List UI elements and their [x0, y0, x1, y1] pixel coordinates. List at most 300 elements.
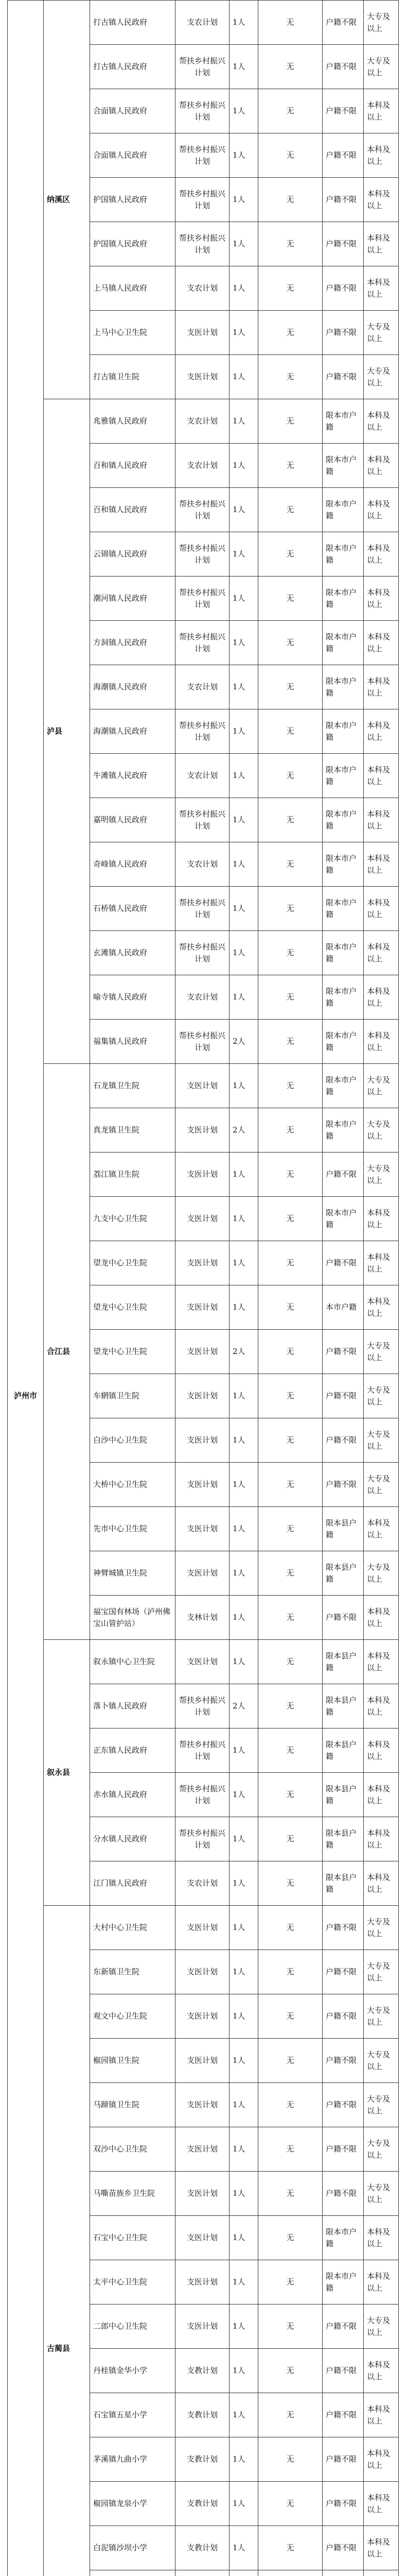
experience-cell — [258, 2570, 323, 2576]
count-cell: 1人 — [230, 2304, 258, 2349]
experience-cell: 无 — [258, 532, 323, 577]
experience-cell: 无 — [258, 665, 323, 709]
education-cell: 本科及以上 — [364, 665, 399, 709]
education-cell: 本科及以上 — [364, 2216, 399, 2260]
count-cell: 1人 — [230, 665, 258, 709]
unit-cell: 云锦镇人民政府 — [90, 532, 175, 577]
experience-cell: 无 — [258, 975, 323, 1020]
unit-cell: 石宝镇五星小学 — [90, 2393, 175, 2437]
count-cell: 1人 — [230, 355, 258, 399]
count-cell: 1人 — [230, 754, 258, 798]
unit-cell: 椒园镇龙泉小学 — [90, 2482, 175, 2526]
unit-cell: 丹桂镇金华小学 — [90, 2349, 175, 2393]
count-cell: 1人 — [230, 2083, 258, 2127]
unit-cell: 奇峰镇人民政府 — [90, 842, 175, 887]
experience-cell: 无 — [258, 1640, 323, 1684]
count-cell: 1人 — [230, 887, 258, 931]
count-cell: 1人 — [230, 89, 258, 133]
count-cell: 1人 — [230, 2437, 258, 2482]
unit-cell: 护国镇人民政府 — [90, 178, 175, 222]
plan-cell: 帮扶乡村振兴计划 — [175, 931, 230, 975]
experience-cell: 无 — [258, 1861, 323, 1906]
county-cell: 泸县 — [44, 399, 90, 1064]
plan-cell: 帮扶乡村振兴计划 — [175, 89, 230, 133]
plan-cell: 帮扶乡村振兴计划 — [175, 1773, 230, 1817]
experience-cell: 无 — [258, 2437, 323, 2482]
hukou-cell: 户籍不限 — [323, 89, 364, 133]
unit-cell: 福宝国有林场（泸州佛宝山管护站） — [90, 1596, 175, 1640]
plan-cell: 支医计划 — [175, 1994, 230, 2039]
count-cell: 1人 — [230, 2260, 258, 2304]
count-cell: 1人 — [230, 1728, 258, 1773]
hukou-cell: 限本县户籍 — [323, 1817, 364, 1861]
experience-cell: 无 — [258, 2482, 323, 2526]
experience-cell: 无 — [258, 1418, 323, 1463]
education-cell: 大专及以上 — [364, 1950, 399, 1994]
education-cell: 本科及以上 — [364, 931, 399, 975]
experience-cell: 无 — [258, 754, 323, 798]
plan-cell: 帮扶乡村振兴计划 — [175, 488, 230, 532]
plan-cell: 支医计划 — [175, 1551, 230, 1596]
education-cell: 本科及以上 — [364, 1020, 399, 1064]
education-cell: 本科及以上 — [364, 532, 399, 577]
experience-cell: 无 — [258, 133, 323, 178]
unit-cell — [90, 2570, 175, 2576]
experience-cell: 无 — [258, 1, 323, 45]
plan-cell: 帮扶乡村振兴计划 — [175, 887, 230, 931]
hukou-cell: 户籍不限 — [323, 45, 364, 89]
unit-cell: 百和镇人民政府 — [90, 488, 175, 532]
hukou-cell: 限本市户籍 — [323, 1108, 364, 1153]
education-cell: 本科及以上 — [364, 222, 399, 266]
plan-cell: 支医计划 — [175, 311, 230, 355]
education-cell: 大专及以上 — [364, 2304, 399, 2349]
unit-cell: 福集镇人民政府 — [90, 1020, 175, 1064]
plan-cell: 支医计划 — [175, 2083, 230, 2127]
education-cell: 本科及以上 — [364, 133, 399, 178]
experience-cell: 无 — [258, 45, 323, 89]
experience-cell: 无 — [258, 1374, 323, 1418]
plan-cell: 支医计划 — [175, 2127, 230, 2172]
unit-cell: 椒园镇卫生院 — [90, 2039, 175, 2083]
count-cell: 1人 — [230, 1773, 258, 1817]
experience-cell: 无 — [258, 2216, 323, 2260]
experience-cell: 无 — [258, 355, 323, 399]
experience-cell: 无 — [258, 1241, 323, 1285]
education-cell: 本科及以上 — [364, 1684, 399, 1728]
unit-cell: 先市中心卫生院 — [90, 1507, 175, 1551]
hukou-cell: 户籍不限 — [323, 178, 364, 222]
experience-cell: 无 — [258, 488, 323, 532]
plan-cell: 支教计划 — [175, 2393, 230, 2437]
plan-cell: 支医计划 — [175, 1197, 230, 1241]
hukou-cell: 限本县户籍 — [323, 1773, 364, 1817]
experience-cell: 无 — [258, 1285, 323, 1330]
count-cell: 1人 — [230, 1640, 258, 1684]
hukou-cell: 限本市户籍 — [323, 2260, 364, 2304]
education-cell: 大专及以上 — [364, 1153, 399, 1197]
experience-cell: 无 — [258, 798, 323, 842]
hukou-cell: 限本市户籍 — [323, 399, 364, 444]
unit-cell: 马嘶苗族乡卫生院 — [90, 2172, 175, 2216]
experience-cell: 无 — [258, 89, 323, 133]
plan-cell: 支医计划 — [175, 2172, 230, 2216]
hukou-cell: 户籍不限 — [323, 2172, 364, 2216]
hukou-cell: 户籍不限 — [323, 1330, 364, 1374]
experience-cell: 无 — [258, 1950, 323, 1994]
experience-cell: 无 — [258, 931, 323, 975]
hukou-cell: 户籍不限 — [323, 1241, 364, 1285]
plan-cell: 支教计划 — [175, 2526, 230, 2570]
experience-cell: 无 — [258, 1817, 323, 1861]
plan-cell: 帮扶乡村振兴计划 — [175, 577, 230, 621]
unit-cell: 赤水镇人民政府 — [90, 1773, 175, 1817]
plan-cell: 帮扶乡村振兴计划 — [175, 133, 230, 178]
plan-cell: 帮扶乡村振兴计划 — [175, 621, 230, 665]
experience-cell: 无 — [258, 1330, 323, 1374]
hukou-cell: 限本市户籍 — [323, 754, 364, 798]
education-cell: 大专及以上 — [364, 2172, 399, 2216]
experience-cell: 无 — [258, 2260, 323, 2304]
plan-cell: 支教计划 — [175, 2437, 230, 2482]
experience-cell: 无 — [258, 311, 323, 355]
education-cell: 大专及以上 — [364, 1330, 399, 1374]
city-cell: 泸州市 — [8, 1, 44, 2576]
count-cell: 1人 — [230, 311, 258, 355]
education-cell: 大专及以上 — [364, 1418, 399, 1463]
hukou-cell: 户籍不限 — [323, 2039, 364, 2083]
unit-cell: 石宝中心卫生院 — [90, 2216, 175, 2260]
experience-cell: 无 — [258, 1684, 323, 1728]
count-cell: 1人 — [230, 444, 258, 488]
experience-cell: 无 — [258, 1728, 323, 1773]
education-cell: 大专及以上 — [364, 1906, 399, 1950]
hukou-cell: 户籍不限 — [323, 1596, 364, 1640]
count-cell: 1人 — [230, 1596, 258, 1640]
count-cell: 2人 — [230, 1330, 258, 1374]
count-cell: 1人 — [230, 178, 258, 222]
hukou-cell: 户籍不限 — [323, 2127, 364, 2172]
plan-cell: 支农计划 — [175, 754, 230, 798]
count-cell: 1人 — [230, 1418, 258, 1463]
count-cell: 1人 — [230, 1551, 258, 1596]
hukou-cell: 限本市户籍 — [323, 798, 364, 842]
unit-cell: 分水镇人民政府 — [90, 1817, 175, 1861]
table-row — [8, 1064, 399, 1108]
count-cell: 1人 — [230, 1950, 258, 1994]
hukou-cell: 户籍不限 — [323, 2083, 364, 2127]
hukou-cell: 户籍不限 — [323, 355, 364, 399]
education-cell: 本科及以上 — [364, 975, 399, 1020]
plan-cell — [175, 2570, 230, 2576]
education-cell: 本科及以上 — [364, 89, 399, 133]
hukou-cell: 户籍不限 — [323, 311, 364, 355]
hukou-cell: 限本市户籍 — [323, 2216, 364, 2260]
experience-cell: 无 — [258, 1153, 323, 1197]
plan-cell: 支医计划 — [175, 2304, 230, 2349]
count-cell: 1人 — [230, 621, 258, 665]
hukou-cell: 户籍不限 — [323, 1374, 364, 1418]
count-cell: 1人 — [230, 709, 258, 754]
count-cell: 1人 — [230, 2526, 258, 2570]
count-cell: 1人 — [230, 1064, 258, 1108]
plan-cell: 支教计划 — [175, 2482, 230, 2526]
education-cell: 大专及以上 — [364, 2127, 399, 2172]
experience-cell: 无 — [258, 1551, 323, 1596]
unit-cell: 打古镇人民政府 — [90, 45, 175, 89]
unit-cell: 白沙中心卫生院 — [90, 1418, 175, 1463]
hukou-cell: 户籍不限 — [323, 2304, 364, 2349]
education-cell: 本科及以上 — [364, 577, 399, 621]
plan-cell: 帮扶乡村振兴计划 — [175, 178, 230, 222]
education-cell: 本科及以上 — [364, 1197, 399, 1241]
unit-cell: 白泥镇沙坝小学 — [90, 2526, 175, 2570]
hukou-cell: 限本县户籍 — [323, 1728, 364, 1773]
plan-cell: 支林计划 — [175, 1596, 230, 1640]
hukou-cell: 限本市户籍 — [323, 887, 364, 931]
plan-cell: 帮扶乡村振兴计划 — [175, 222, 230, 266]
unit-cell: 望龙中心卫生院 — [90, 1241, 175, 1285]
count-cell: 1人 — [230, 2039, 258, 2083]
plan-cell: 帮扶乡村振兴计划 — [175, 1020, 230, 1064]
unit-cell: 正东镇人民政府 — [90, 1728, 175, 1773]
plan-cell: 帮扶乡村振兴计划 — [175, 1817, 230, 1861]
unit-cell: 合面镇人民政府 — [90, 133, 175, 178]
education-cell: 大专及以上 — [364, 1108, 399, 1153]
hukou-cell: 限本市户籍 — [323, 577, 364, 621]
hukou-cell: 限本县户籍 — [323, 1507, 364, 1551]
hukou-cell: 限本市户籍 — [323, 665, 364, 709]
plan-cell: 支农计划 — [175, 1, 230, 45]
table-row — [8, 1906, 399, 1950]
plan-cell: 帮扶乡村振兴计划 — [175, 1728, 230, 1773]
county-cell: 纳溪区 — [44, 1, 90, 399]
plan-cell: 支教计划 — [175, 2349, 230, 2393]
unit-cell: 方洞镇人民政府 — [90, 621, 175, 665]
hukou-cell: 限本县户籍 — [323, 1640, 364, 1684]
education-cell: 本科及以上 — [364, 2260, 399, 2304]
education-cell: 本科及以上 — [364, 798, 399, 842]
hukou-cell: 限本市户籍 — [323, 444, 364, 488]
plan-cell: 支医计划 — [175, 1153, 230, 1197]
education-cell: 本科及以上 — [364, 444, 399, 488]
unit-cell: 茅溪镇九曲小学 — [90, 2437, 175, 2482]
unit-cell: 护国镇人民政府 — [90, 222, 175, 266]
experience-cell: 无 — [258, 709, 323, 754]
education-cell: 本科及以上 — [364, 887, 399, 931]
hukou-cell: 户籍不限 — [323, 2393, 364, 2437]
unit-cell: 合面镇人民政府 — [90, 89, 175, 133]
education-cell: 本科及以上 — [364, 621, 399, 665]
count-cell: 1人 — [230, 2127, 258, 2172]
hukou-cell: 户籍不限 — [323, 1994, 364, 2039]
education-cell: 本科及以上 — [364, 178, 399, 222]
county-cell: 叙永县 — [44, 1640, 90, 1906]
plan-cell: 支农计划 — [175, 665, 230, 709]
education-cell: 本科及以上 — [364, 1241, 399, 1285]
hukou-cell: 户籍不限 — [323, 133, 364, 178]
hukou-cell: 户籍不限 — [323, 2349, 364, 2393]
plan-cell: 帮扶乡村振兴计划 — [175, 1684, 230, 1728]
count-cell: 1人 — [230, 931, 258, 975]
education-cell — [364, 2570, 399, 2576]
hukou-cell: 户籍不限 — [323, 2526, 364, 2570]
plan-cell: 支医计划 — [175, 1950, 230, 1994]
education-cell: 本科及以上 — [364, 2482, 399, 2526]
unit-cell: 望龙中心卫生院 — [90, 1285, 175, 1330]
plan-cell: 支医计划 — [175, 2216, 230, 2260]
unit-cell: 观文中心卫生院 — [90, 1994, 175, 2039]
unit-cell: 打古镇人民政府 — [90, 1, 175, 45]
plan-cell: 支医计划 — [175, 2039, 230, 2083]
hukou-cell: 户籍不限 — [323, 1463, 364, 1507]
unit-cell: 喻寺镇人民政府 — [90, 975, 175, 1020]
hukou-cell: 限本市户籍 — [323, 532, 364, 577]
plan-cell: 支医计划 — [175, 1507, 230, 1551]
hukou-cell: 限本市户籍 — [323, 621, 364, 665]
education-cell: 本科及以上 — [364, 1773, 399, 1817]
plan-cell: 支医计划 — [175, 1640, 230, 1684]
education-cell: 本科及以上 — [364, 488, 399, 532]
plan-cell: 支农计划 — [175, 975, 230, 1020]
experience-cell: 无 — [258, 1906, 323, 1950]
education-cell: 大专及以上 — [364, 1374, 399, 1418]
hukou-cell: 限本县户籍 — [323, 1551, 364, 1596]
plan-cell: 支医计划 — [175, 1463, 230, 1507]
unit-cell: 玄滩镇人民政府 — [90, 931, 175, 975]
count-cell: 1人 — [230, 2172, 258, 2216]
education-cell: 本科及以上 — [364, 1640, 399, 1684]
experience-cell: 无 — [258, 266, 323, 311]
count-cell: 1人 — [230, 1241, 258, 1285]
experience-cell: 无 — [258, 1197, 323, 1241]
plan-cell: 支医计划 — [175, 1241, 230, 1285]
plan-cell: 支农计划 — [175, 266, 230, 311]
unit-cell: 百和镇人民政府 — [90, 444, 175, 488]
plan-cell: 帮扶乡村振兴计划 — [175, 709, 230, 754]
unit-cell: 东新镇卫生院 — [90, 1950, 175, 1994]
education-cell: 本科及以上 — [364, 399, 399, 444]
unit-cell: 上马镇人民政府 — [90, 266, 175, 311]
experience-cell: 无 — [258, 1596, 323, 1640]
education-cell: 大专及以上 — [364, 2083, 399, 2127]
county-cell: 合江县 — [44, 1064, 90, 1640]
count-cell: 1人 — [230, 1285, 258, 1330]
count-cell: 1人 — [230, 45, 258, 89]
education-cell: 本科及以上 — [364, 709, 399, 754]
count-cell: 1人 — [230, 1994, 258, 2039]
count-cell: 1人 — [230, 2216, 258, 2260]
education-cell: 本科及以上 — [364, 2437, 399, 2482]
count-cell: 1人 — [230, 577, 258, 621]
unit-cell: 双沙中心卫生院 — [90, 2127, 175, 2172]
hukou-cell: 本市户籍 — [323, 1285, 364, 1330]
plan-cell: 支农计划 — [175, 842, 230, 887]
experience-cell: 无 — [258, 1463, 323, 1507]
count-cell: 1人 — [230, 266, 258, 311]
count-cell: 1人 — [230, 222, 258, 266]
count-cell: 1人 — [230, 1861, 258, 1906]
hukou-cell: 户籍不限 — [323, 1950, 364, 1994]
hukou-cell: 限本县户籍 — [323, 1861, 364, 1906]
hukou-cell: 户籍不限 — [323, 1418, 364, 1463]
count-cell: 2人 — [230, 1108, 258, 1153]
count-cell: 2人 — [230, 1684, 258, 1728]
count-cell: 1人 — [230, 1817, 258, 1861]
hukou-cell: 户籍不限 — [323, 1906, 364, 1950]
unit-cell: 叙永镇中心卫生院 — [90, 1640, 175, 1684]
experience-cell: 无 — [258, 577, 323, 621]
hukou-cell: 限本市户籍 — [323, 1064, 364, 1108]
hukou-cell — [323, 2570, 364, 2576]
unit-cell: 打古镇卫生院 — [90, 355, 175, 399]
plan-cell: 支医计划 — [175, 1906, 230, 1950]
unit-cell: 车辋镇卫生院 — [90, 1374, 175, 1418]
education-cell: 本科及以上 — [364, 1507, 399, 1551]
experience-cell: 无 — [258, 1108, 323, 1153]
hukou-cell: 户籍不限 — [323, 1, 364, 45]
hukou-cell: 户籍不限 — [323, 2482, 364, 2526]
hukou-cell: 户籍不限 — [323, 2437, 364, 2482]
experience-cell: 无 — [258, 222, 323, 266]
unit-cell: 马蹄镇卫生院 — [90, 2083, 175, 2127]
hukou-cell: 限本市户籍 — [323, 931, 364, 975]
count-cell: 1人 — [230, 2393, 258, 2437]
plan-cell: 帮扶乡村振兴计划 — [175, 45, 230, 89]
experience-cell: 无 — [258, 2039, 323, 2083]
count-cell: 1人 — [230, 1507, 258, 1551]
unit-cell: 落卜镇人民政府 — [90, 1684, 175, 1728]
experience-cell: 无 — [258, 1020, 323, 1064]
experience-cell: 无 — [258, 444, 323, 488]
plan-cell: 支医计划 — [175, 1108, 230, 1153]
hukou-cell: 户籍不限 — [323, 1153, 364, 1197]
unit-cell: 二郎中心卫生院 — [90, 2304, 175, 2349]
plan-cell: 支医计划 — [175, 355, 230, 399]
count-cell: 1人 — [230, 133, 258, 178]
unit-cell: 海潮镇人民政府 — [90, 709, 175, 754]
unit-cell: 神臂城镇卫生院 — [90, 1551, 175, 1596]
plan-cell: 支医计划 — [175, 2260, 230, 2304]
unit-cell: 石龙镇卫生院 — [90, 1064, 175, 1108]
experience-cell: 无 — [258, 2172, 323, 2216]
table-row — [8, 1640, 399, 1684]
education-cell: 本科及以上 — [364, 1861, 399, 1906]
hukou-cell: 户籍不限 — [323, 222, 364, 266]
hukou-cell: 限本市户籍 — [323, 975, 364, 1020]
unit-cell: 大村中心卫生院 — [90, 1906, 175, 1950]
table-row — [8, 399, 399, 444]
education-cell: 大专及以上 — [364, 1, 399, 45]
experience-cell: 无 — [258, 2304, 323, 2349]
education-cell: 本科及以上 — [364, 1817, 399, 1861]
experience-cell: 无 — [258, 2127, 323, 2172]
count-cell: 1人 — [230, 1374, 258, 1418]
plan-cell: 支医计划 — [175, 1064, 230, 1108]
table-body — [8, 1, 399, 2576]
count-cell: 1人 — [230, 1153, 258, 1197]
education-cell: 本科及以上 — [364, 1285, 399, 1330]
education-cell: 大专及以上 — [364, 311, 399, 355]
plan-cell: 支医计划 — [175, 1285, 230, 1330]
education-cell: 大专及以上 — [364, 1551, 399, 1596]
count-cell: 1人 — [230, 488, 258, 532]
education-cell: 本科及以上 — [364, 1596, 399, 1640]
education-cell: 本科及以上 — [364, 1728, 399, 1773]
experience-cell: 无 — [258, 887, 323, 931]
education-cell: 大专及以上 — [364, 1463, 399, 1507]
count-cell: 1人 — [230, 798, 258, 842]
